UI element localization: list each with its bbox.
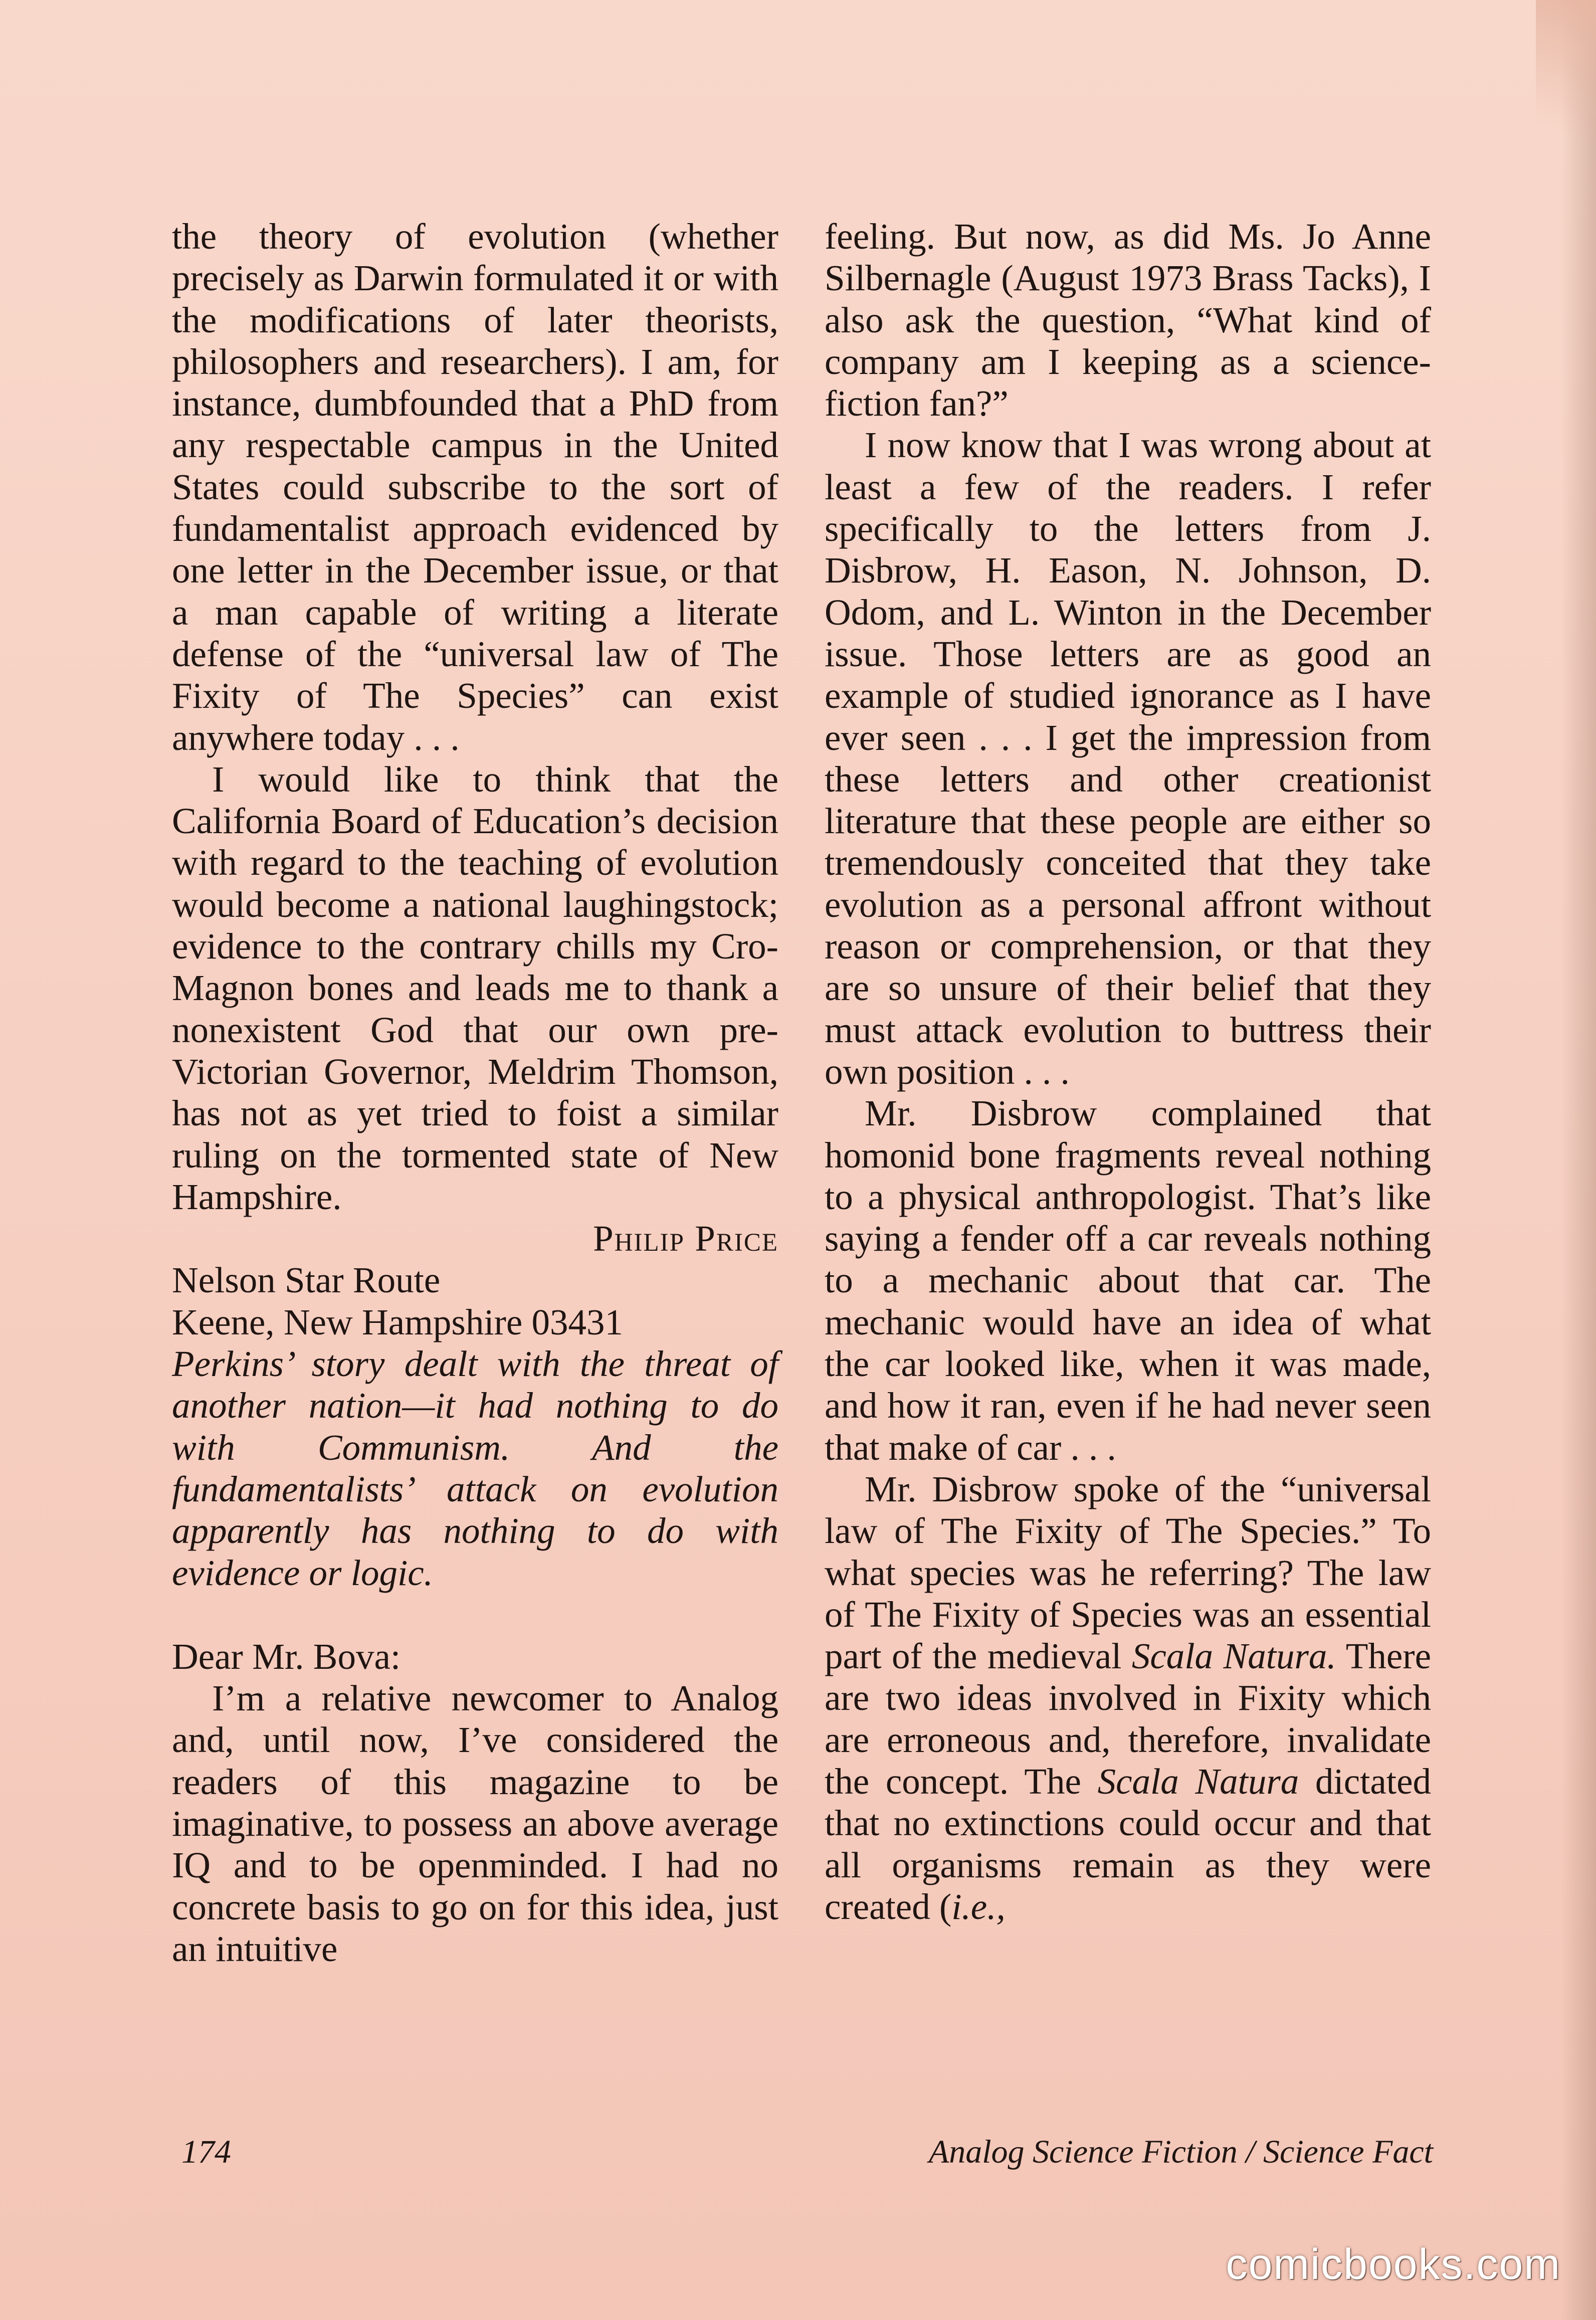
editor-reply: Perkins’ story dealt with the threat of another nation—it had nothing to do with Communism. And the fundamentalists’ attack on evolution apparently has nothing to do with evidence or logic. [172,1343,778,1593]
italic-term: Scala Natura [1097,1761,1299,1802]
left-column [172,216,778,1970]
letter-paragraph: I’m a relative newcomer to Analog and, until now, I’ve considered the readers of this magazine to be imaginative, to possess an above average IQ and to be openminded. I had no concrete basis to go on for this idea, just an intuitive [172,1678,778,1969]
text-run: dictated that no extinctions could occur and that all organisms remain as they were created ( [825,1761,1431,1927]
text-run: There are two ideas involved in Fixity which are erroneous and, therefore, invalidate the concept. The [825,1636,1431,1802]
letter-paragraph: feeling. But now, as did Ms. Jo Anne Silbernagle (August 1973 Brass Tacks), I also ask the question, “What kind of company am I keeping as a science-fiction fan?” [825,216,1431,424]
italic-term: i.e., [951,1886,1006,1927]
letter-paragraph: Mr. Disbrow complained that homonid bone fragments reveal nothing to a physical anthropologist. That’s like saying a fender off a car reveals nothing to a mechanic about that car. The mechanic would have an idea of what the car looked like, when it was made, and how it ran, even if he had never seen that make of car . . . [825,1093,1431,1468]
letter-salutation: Dear Mr. Bova: [172,1636,401,1677]
letter-signature: Philip Price [593,1218,778,1259]
page-corner-wear [1536,0,1596,160]
address-line: Nelson Star Route [172,1260,441,1301]
running-footer: Analog Science Fiction / Science Fact [928,2134,1433,2170]
italic-term: Scala Natura. [1131,1636,1336,1677]
letter-paragraph [825,1468,1431,1927]
page-number: 174 [181,2134,231,2170]
page-edge-shadow [1561,0,1596,2320]
letter-paragraph: I would like to think that the California Board of Education’s decision with regard to the teaching of evolution would become a national laughingstock; evidence to the contrary chills my Cro-Magnon bones and leads me to thank a nonexistent God that our own pre-Victorian Governor, Meldrim Thomson, has not as yet tried to foist a similar ruling on the tormented state of New Hampshire. [172,758,778,1217]
watermark: comicbooks.com [1226,2240,1561,2288]
right-column [825,216,1431,1927]
letter-paragraph: the theory of evolution (whether precisely as Darwin formulated it or with the modifications of later theorists, philosophers and researchers). I am, for instance, dumbfounded that a PhD from any respectable campus in the United States could subscribe to the sort of fundamentalist approach evidenced by one letter in the December issue, or that a man capable of writing a literate defense of the “universal law of The Fixity of The Species” can exist anywhere today . . . [172,216,778,758]
address-line: Keene, New Hampshire 03431 [172,1301,624,1342]
text-run: Mr. Disbrow spoke of the “universal law of The Fixity of The Species.” To what species was he referring? The law of The Fixity of Species was an essential part of the medieval [825,1468,1431,1677]
letter-paragraph: I now know that I was wrong about at least a few of the readers. I refer specifically to the letters from J. Disbrow, H. Eason, N. Johnson, D. Odom, and L. Winton in the December issue. Those letters are as good an example of studied ignorance as I have ever seen . . . I get the impression from these letters and other creationist literature that these people are either so tremendously conceited that they take evolution as a personal affront without reason or comprehension, or that they are so unsure of their belief that they must attack evolution to buttress their own position . . . [825,425,1431,1092]
